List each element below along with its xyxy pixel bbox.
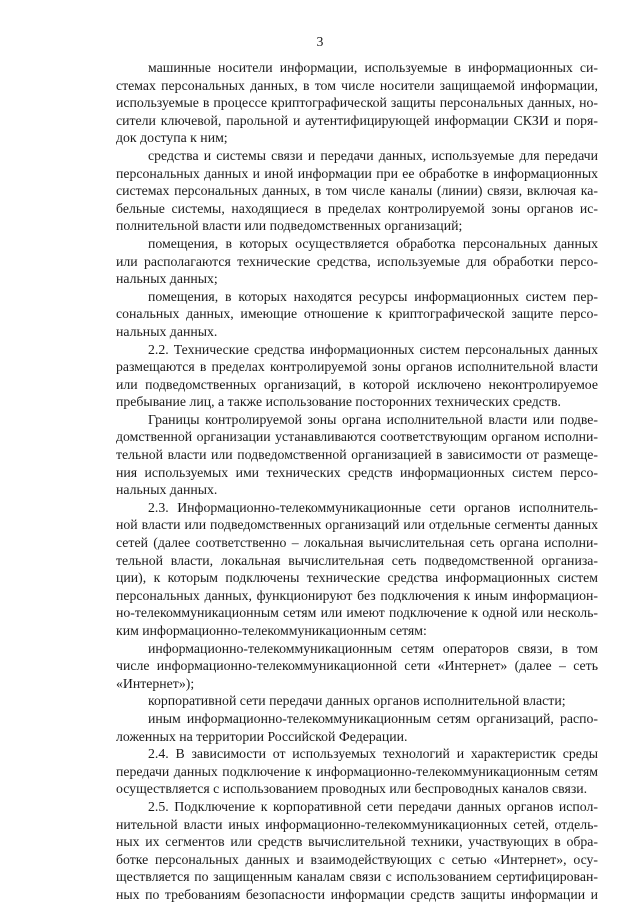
text-line: тельной власти или подведомственной организацией в зависимости от размеще-: [116, 447, 598, 463]
text-line: помещения, в которых осуществляется обработка персональных данных: [148, 235, 598, 251]
text-line: ким информационно-телекоммуникационным сетям:: [116, 623, 427, 638]
text-line: тельной власти, локальная вычислительная сеть подведомственной организа-: [116, 552, 598, 568]
text-line: средства и системы связи и передачи данных, используемые для передачи: [148, 147, 598, 163]
text-line: нительной власти иных информационно-телекоммуникационных сетей, отдель-: [116, 816, 598, 832]
text-line: машинные носители информации, используемые в информационных си-: [148, 60, 598, 75]
text-line: нальных данных.: [116, 482, 218, 498]
text-line: «Интернет»);: [116, 675, 195, 691]
text-line: пребывание лиц, а также использование посторонних технических средств.: [116, 394, 561, 410]
text-line: сональных данных, имеющие отношение к криптографической защите персо-: [116, 306, 598, 322]
text-line: ции), к которым подключены технические средства информационных систем: [116, 570, 598, 586]
text-line: 2.4. В зависимости от используемых технологий и характеристик среды: [148, 746, 598, 762]
text-line: или располагаются технические средства, используемые для обработки персо-: [116, 253, 598, 269]
text-line: стемах персональных данных, в том числе носители защищаемой информации,: [116, 77, 598, 93]
text-line: ной власти или подведомственных организаций или отдельные сегменты данных: [116, 517, 598, 533]
text-line: корпоративной сети передачи данных органов исполнительной власти;: [148, 693, 566, 709]
text-line: сители ключевой, парольной и аутентифицирующей информации СКЗИ и поря-: [116, 112, 598, 128]
page-number: 3: [316, 34, 324, 49]
text-line: ных по требованиям безопасности информации средств защиты информации и: [116, 886, 598, 902]
text-line: но-телекоммуникационным сетям или имеют подключение к одной или несколь-: [116, 605, 598, 621]
text-line: иным информационно-телекоммуникационным сетям организаций, распо-: [148, 710, 598, 726]
text-line: используемые в процессе криптографической защиты персональных данных, но-: [116, 95, 598, 111]
text-line: персональных данных, функционируют без подключения к иным информацион-: [116, 587, 598, 603]
text-line: 2.3. Информационно-телекоммуникационные сети органов исполнитель-: [148, 499, 598, 515]
text-line: 2.5. Подключение к корпоративной сети передачи данных органов испол-: [148, 798, 598, 814]
text-line: Границы контролируемой зоны органа исполнительной власти или подве-: [148, 411, 598, 427]
text-line: числе информационно-телекоммуникационной сети «Интернет» (далее – сеть: [116, 658, 598, 674]
body-text: [116, 59, 598, 904]
text-line: размещаются в пределах контролируемой зоны органов исполнительной власти: [116, 359, 598, 375]
text-line: ботке персональных данных и взаимодействующих с сетью «Интернет», осу-: [116, 851, 598, 867]
text-line: нальных данных.: [116, 323, 218, 339]
text-line: системах персональных данных, в том числе каналы (линии) связи, включая ка-: [116, 183, 598, 199]
text-line: ния используемых ими технических средств информационных систем персо-: [116, 464, 598, 480]
text-line: ществляется по защищенным каналам связи с использованием сертифицирован-: [116, 869, 598, 885]
text-line: нальных данных;: [116, 271, 218, 287]
text-line: ложенных на территории Российской Федерации.: [116, 728, 408, 744]
text-line: 2.2. Технические средства информационных систем персональных данных: [148, 341, 598, 357]
text-line: осуществляется с использованием проводных или беспроводных каналов связи.: [116, 781, 588, 797]
text-line: или подведомственных организаций, в которой исключено неконтролируемое: [116, 376, 598, 392]
text-line: передачи данных подключение к информационно-телекоммуникационным сетям: [116, 763, 598, 779]
text-line: домственной организации устанавливаются соответствующим органом исполни-: [116, 429, 598, 445]
text-line: информационно-телекоммуникационным сетям операторов связи, в том: [148, 640, 598, 656]
text-line: бельные системы, находящиеся в пределах контролируемой зоны органов ис-: [116, 200, 598, 216]
text-line: персональных данных и иной информации при ее обработке в информационных: [116, 165, 598, 181]
text-line: ных их сегментов или средств вычислительной техники, участвующих в обра-: [116, 834, 598, 850]
text-line: док доступа к ним;: [116, 130, 228, 146]
text-line: помещения, в которых находятся ресурсы информационных систем пер-: [148, 288, 598, 304]
text-line: сетей (далее соответственно – локальная вычислительная сеть органа исполни-: [116, 535, 598, 551]
text-line: полнительной власти или подведомственных организаций;: [116, 218, 463, 234]
